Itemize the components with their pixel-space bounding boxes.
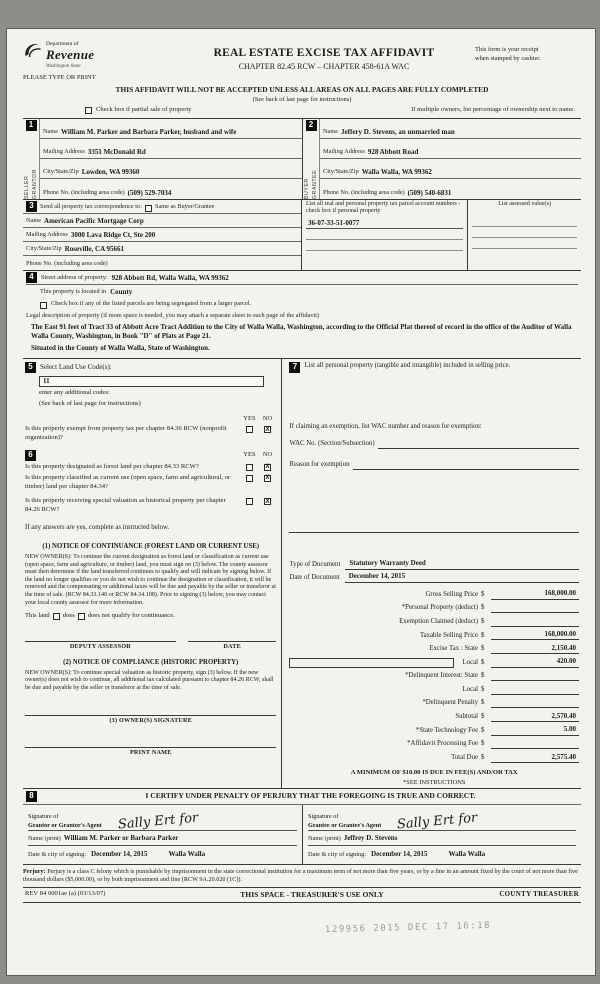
grantee-signature-block [302, 805, 581, 864]
no-column-label-6: NO [262, 451, 273, 459]
fee-row-excise-state [289, 640, 579, 654]
reason-value-line[interactable] [353, 462, 580, 470]
fee-row-total-due [289, 749, 579, 763]
fee-row-exemption-claimed [289, 613, 579, 627]
grantor-sig-label-2: Grantor or Grantor's Agent [28, 821, 102, 829]
reason-extra-line[interactable] [289, 481, 579, 533]
dollar-sign: $ [481, 685, 485, 693]
fee-amount [491, 618, 579, 627]
exemption-label: If claiming an exemption, list WAC number and reason for exemption: [289, 422, 482, 430]
fee-label: Excise Tax : State [429, 645, 478, 653]
date-line [188, 634, 277, 642]
seller-city-label: City/State/Zip [43, 168, 79, 176]
historical-no-checkbox[interactable]: X [265, 498, 270, 505]
correspondence-city-value: Roseville, CA 95661 [64, 244, 124, 253]
fee-amount [491, 672, 579, 681]
land-use-select-label: Select Land Use Code(s): [40, 362, 112, 371]
grantee-name-value: Jeffrey D. Stevens [343, 834, 398, 843]
print-name-label: PRINT NAME [129, 748, 172, 756]
grantor-signature-block [23, 805, 302, 864]
doc-type-value: Statutory Warranty Deed [345, 559, 579, 570]
owner-signature-cell [25, 708, 276, 725]
buyer-phone-value: (509) 540-6831 [407, 188, 452, 197]
exempt-yes-checkbox[interactable] [246, 426, 253, 433]
does-label: does [62, 612, 75, 620]
dollar-sign: $ [481, 753, 485, 761]
date-label: DATE [223, 642, 241, 650]
logo-revenue-text: Revenue [46, 47, 95, 63]
section-6-number: 6 [25, 450, 36, 461]
buyer-mailing-label: Mailing Address [323, 148, 365, 156]
excise-tax-column [282, 359, 581, 788]
cashier-receipt-stamp: 129956 2015 DEC 17 16:18 [324, 921, 492, 936]
parties-section [23, 118, 581, 200]
grantor-signature-row [28, 807, 297, 831]
receipt-line2: when stamped by cashier. [475, 54, 541, 62]
property-section [23, 271, 581, 359]
does-checkbox[interactable] [53, 613, 60, 620]
fee-amount: 2,575.40 [491, 753, 579, 763]
parcel-numbers-column [302, 200, 468, 270]
assessed-values-column [468, 200, 581, 270]
fee-row-personal-property [289, 600, 579, 614]
fee-label: Exemption Claimed (deduct) [399, 617, 478, 625]
section-2-number: 2 [306, 120, 317, 131]
correspondence-mailing-value: 3000 Lava Ridge Ct, Ste 200 [70, 230, 156, 239]
same-as-buyer-checkbox[interactable] [145, 205, 152, 212]
fee-label: Local [462, 658, 478, 666]
correspondence-name-value: American Pacific Mortgage Corp [44, 216, 144, 225]
does-not-label: does not qualify for continuance. [87, 612, 175, 620]
if-yes-note: If any answers are yes, complete as instructed below. [25, 524, 170, 532]
parcel-header: List all real and personal property tax parcel account numbers - check box if personal property [306, 200, 461, 215]
grantor-date-row [28, 846, 297, 861]
seller-section [23, 119, 302, 199]
forest-land-question-text: Is this property designated as forest land per chapter 84.33 RCW? [25, 462, 199, 470]
reason-row [289, 461, 579, 470]
wac-row [289, 440, 579, 449]
assessed-blank-line [472, 238, 577, 249]
notice-compliance-title: (2) NOTICE OF COMPLIANCE (HISTORIC PROPERTY) [63, 658, 239, 666]
fee-label: *Delinquent Penalty [422, 699, 478, 707]
buyer-city-label: City/State/Zip [323, 168, 359, 176]
receipt-line1: This form is your receipt [475, 46, 539, 53]
fee-amount: 168,000.00 [491, 589, 579, 599]
fee-row-gross [289, 586, 579, 600]
dollar-sign: $ [481, 590, 485, 598]
perjury-bold: Perjury: [23, 867, 46, 875]
legal-description-label: Legal description of property (if more space is needed, you may attach a separate sheet to each page of the affidavit) [26, 312, 320, 320]
parcel-blank-line [306, 229, 463, 240]
correspondence-mailing-label: Mailing Address [26, 231, 68, 239]
land-use-column [23, 359, 282, 788]
section-5-number: 5 [25, 362, 36, 373]
grantee-name-row [308, 831, 576, 846]
logo-dept-text: Department of [46, 41, 79, 47]
seller-name-value: William M. Parker and Barbara Parker, husband and wife [61, 127, 237, 136]
grantor-side-label: GRANTOR [31, 168, 38, 199]
segregated-row [26, 297, 578, 309]
correspondence-mailing-row [23, 228, 301, 242]
footer-row [23, 887, 581, 903]
logo-state-text: Washington State [46, 64, 81, 70]
receipt-note [475, 41, 581, 63]
grantee-signature-label [308, 813, 381, 829]
exempt-no-checkbox[interactable]: X [265, 426, 270, 433]
buyer-mailing-row [320, 139, 581, 159]
historical-question-text: Is this property receiving special valuation as historical property per chapter 84.26 RCW? [25, 497, 226, 514]
form-title: REAL ESTATE EXCISE TAX AFFIDAVIT [213, 47, 435, 59]
dollar-sign: $ [481, 726, 485, 734]
assessed-blank-line [472, 216, 577, 227]
dollar-sign: $ [481, 672, 485, 680]
fee-amount: 2,150.40 [491, 644, 579, 654]
fee-label: Taxable Selling Price [419, 631, 478, 639]
section-1-number: 1 [26, 120, 37, 131]
dollar-sign: $ [481, 604, 485, 612]
land-use-header [25, 362, 276, 373]
fee-label: *Delinquent Interest: State [405, 672, 478, 680]
partial-sale-label: Check box if partial sale of property [96, 106, 192, 114]
see-back-note-2: (See back of last page for instructions) [39, 400, 141, 408]
fee-label: Local [462, 685, 478, 693]
fee-amount [491, 699, 579, 708]
seller-name-label: Name [43, 128, 59, 136]
correspondence-name-row [23, 214, 301, 228]
fee-amount [491, 740, 579, 749]
grantor-signature: Sally Ert for [117, 810, 199, 833]
grantee-name-label: Name (print) [308, 835, 341, 843]
section-6-header [25, 450, 276, 461]
does-not-checkbox[interactable] [78, 613, 85, 620]
deputy-assessor-row [25, 634, 276, 651]
dollar-sign: $ [481, 699, 485, 707]
seller-mailing-value: 3351 McDonald Rd [87, 147, 146, 156]
fee-row-excise-local [289, 654, 579, 668]
dollar-sign: $ [481, 713, 485, 721]
section-8-number: 8 [26, 791, 37, 802]
wac-value-line[interactable] [378, 441, 579, 449]
legal-description-text: The East 91 feet of Tract 33 of Abbott Acre Tract Addition to the City of Walla Walla, Washington, according to the Official Plat thereof of record in the office of the Auditor of Walla Walla County, Washington, in Book "D" of Plats at Page 21. [31, 322, 572, 341]
additional-codes-label: enter any additional codes: [39, 388, 110, 396]
form-revision-code: REV 84 0001ae (a) (03/13/07) [25, 890, 106, 898]
exempt-question-text: Is this property exempt from property tax per chapter 84.36 RCW (nonprofit organization)? [25, 425, 227, 441]
parcel-number-value: 36-07-33-51-0077 [306, 219, 463, 229]
grantee-signature: Sally Ert for [396, 810, 479, 833]
located-in-value: County [110, 287, 133, 296]
seller-city-row [40, 159, 302, 179]
seller-side-label: SELLER [23, 175, 30, 199]
notice-compliance-text: NEW OWNER(S): To continue special valuation as historic property, sign (3) below. If the new owner(s) does not wish to continue, all additional tax calculated pursuant to chapter 84.26 RCW, shall be due and payable by the seller or transferor at the time of sale. [25, 669, 274, 691]
fee-label: Subtotal [455, 713, 478, 721]
forest-land-question [25, 463, 276, 472]
fee-row-technology-fee [289, 722, 579, 736]
fee-amount: 168,000.00 [491, 630, 579, 640]
current-use-question-text: Is this property classified as current use (open space, farm and agricultural, or timber) land per chapter 84.34? [25, 473, 231, 490]
fee-amount: 420.00 [491, 657, 579, 667]
buyer-city-row [320, 159, 581, 179]
same-as-buyer-label: Same as Buyer/Grantee [154, 203, 215, 211]
multiple-owners-note: If multiple owners, list percentage of ownership next to name. [411, 106, 575, 114]
located-in-label: This property is located in [40, 288, 107, 296]
print-name-line [25, 740, 276, 748]
please-type-or-print: PLEASE TYPE OR PRINT [23, 73, 96, 81]
middle-columns [23, 359, 581, 789]
send-correspondence-label: Send all property tax correspondence to: [40, 203, 142, 211]
certification-section [23, 789, 581, 865]
dollar-sign: $ [481, 658, 485, 666]
county-treasurer-label: COUNTY TREASURER [499, 890, 579, 899]
send-correspondence-row [23, 200, 301, 214]
seller-name-row [40, 119, 302, 139]
buyer-phone-row [320, 179, 581, 199]
certify-row [23, 789, 581, 805]
buyer-section [302, 119, 581, 199]
buyer-name-row [320, 119, 581, 139]
seller-phone-value: (509) 529-7034 [127, 188, 172, 197]
located-in-row [26, 285, 578, 297]
yes-column-label-6: YES [243, 451, 256, 459]
deputy-assessor-line [25, 634, 176, 642]
seller-phone-row [40, 179, 302, 199]
deputy-assessor-cell [25, 634, 176, 651]
notice-continuance-text: NEW OWNER(S): To continue the current designation as forest land or classification as current use (open space, farm and agriculture, or timber) land, you must sign on (3) below. The county assessor must then determine if the land transferred continues to qualify and will indicate by signing below. If the land no longer qualifies or you do not wish to continue the designation or classification, it will be removed and the compensating or additional taxes will be due and payable by the seller or transferor at the time of sale. (RCW 84.33.140 or RCW 84.34.108). Prior to signing (3) below, you may contact your local county assessor for more information. [25, 553, 276, 606]
fee-label: *Affidavit Processing Fee [407, 740, 478, 748]
dollar-sign: $ [481, 645, 485, 653]
grantor-signature-label [28, 813, 102, 829]
seller-city-value: Lowden, WA 99360 [81, 167, 140, 176]
dollar-sign: $ [481, 631, 485, 639]
fee-amount [491, 686, 579, 695]
minimum-fee-note: A MINIMUM OF $10.00 IS DUE IN FEE(S) AND/OR TAX [350, 768, 518, 776]
doc-type-label: Type of Document [289, 561, 341, 569]
wac-label: WAC No. (Section/Subsection) [289, 440, 375, 448]
fee-row-taxable [289, 627, 579, 641]
perjury-text: Perjury is a class C felony which is punishable by imprisonment in the state correctional institution for a maximum term of not more than five years, or by a fine in an amount fixed by the court of not more than five thousand dollars ($5,000.00), or by both imprisonment and fine (RCW 9A.20.020 (1C)). [23, 867, 578, 883]
seller-phone-label: Phone No. (including area code) [43, 189, 125, 197]
historical-question [25, 497, 276, 515]
fee-amount [491, 604, 579, 613]
correspondence-city-row [23, 242, 301, 256]
grantee-sig-label-2: Grantee or Grantee's Agent [308, 821, 382, 829]
qualify-prefix: This land [25, 612, 50, 620]
doc-date-row [289, 570, 579, 583]
owner-signature-line [25, 708, 276, 716]
perjury-statement [23, 868, 581, 884]
partial-sale-checkbox[interactable] [85, 107, 92, 114]
section-4-number: 4 [26, 272, 37, 283]
historical-yes-checkbox[interactable] [246, 498, 253, 505]
buyer-city-value: Walla Walla, WA 99362 [361, 167, 432, 176]
acceptance-warning: THIS AFFIDAVIT WILL NOT BE ACCEPTED UNLESS ALL AREAS ON ALL PAGES ARE FULLY COMPLETED [115, 85, 489, 95]
logo-text-block [46, 41, 94, 71]
personal-property-header [289, 362, 579, 373]
correspondence-city-label: City/State/Zip [26, 245, 62, 253]
dollar-sign: $ [481, 617, 485, 625]
doc-date-value: December 14, 2015 [345, 572, 579, 583]
deputy-assessor-label: DEPUTY ASSESSOR [69, 642, 131, 650]
assessed-header: List assessed value(s) [498, 200, 551, 207]
tax-correspondence-section [23, 200, 581, 271]
fee-table [289, 586, 579, 763]
street-address-row [26, 272, 578, 285]
grantee-city-value: Walla Walla [448, 850, 486, 859]
dor-logo [23, 41, 173, 82]
treasurer-space-label: THIS SPACE - TREASURER'S USE ONLY [240, 889, 384, 899]
legal-description-row [26, 309, 578, 321]
buyer-side-strip [303, 119, 320, 199]
grantee-side-label: GRANTEE [311, 169, 318, 199]
parcel-blank-line [306, 240, 463, 251]
street-address-value: 928 Abbott Rd, Walla Walla, WA 99362 [111, 273, 229, 282]
grantee-date-row [308, 846, 576, 861]
fee-label: *State Technology Fee [415, 726, 478, 734]
dollar-sign: $ [481, 740, 485, 748]
form-header [23, 41, 581, 82]
seller-side-strip [23, 119, 40, 199]
situated-line: Situated in the County of Walla Walla, State of Washington. [31, 344, 210, 353]
personal-property-label: List all personal property (tangible and intangible) included in selling price. [304, 361, 511, 369]
buyer-mailing-value: 928 Abbott Road [367, 147, 419, 156]
chapter-line: CHAPTER 82.45 RCW – CHAPTER 458-61A WAC [238, 61, 410, 71]
fee-label: Gross Selling Price [425, 590, 478, 598]
grantor-name-row [28, 831, 297, 846]
grantee-date-value: December 14, 2015 [371, 850, 428, 859]
segregated-label: Check box if any of the listed parcels are being segregated from a larger parcel. [51, 300, 252, 308]
segregated-checkbox[interactable] [40, 302, 47, 309]
notice-continuance-title: (1) NOTICE OF CONTINUANCE (FOREST LAND OR CURRENT USE) [42, 543, 260, 551]
section-3-number: 3 [26, 201, 37, 212]
see-instructions-note: *SEE INSTRUCTIONS [403, 779, 466, 787]
buyer-side-label: BUYER [303, 177, 310, 199]
fee-amount: 5.00 [491, 725, 579, 735]
partial-sale-row [23, 106, 581, 117]
exempt-question-row [25, 425, 276, 443]
current-use-yes-checkbox[interactable] [246, 475, 253, 482]
buyer-phone-label: Phone No. (including area code) [323, 189, 405, 197]
yes-column-label: YES [243, 414, 256, 422]
current-use-no-checkbox[interactable]: X [265, 475, 270, 482]
grantee-sig-label-1: Signature of [308, 813, 339, 821]
land-use-code-box[interactable]: 11 [39, 376, 264, 387]
seller-mailing-row [40, 139, 302, 159]
title-block [173, 41, 475, 72]
current-use-question [25, 474, 276, 492]
fee-row-subtotal [289, 708, 579, 722]
forest-no-checkbox[interactable]: X [265, 464, 270, 471]
correspondence-phone-label: Phone No. (including area code) [26, 260, 108, 268]
certify-statement: I CERTIFY UNDER PENALTY OF PERJURY THAT THE FOREGOING IS TRUE AND CORRECT. [145, 791, 476, 801]
date-cell [188, 634, 277, 651]
fee-row-delinquent-penalty [289, 695, 579, 709]
reason-label: Reason for exemption [289, 461, 350, 469]
fee-amount: 2,570.40 [491, 712, 579, 722]
grantor-sig-label-1: Signature of [28, 813, 59, 821]
grantee-signature-row [308, 807, 576, 831]
buyer-name-value: Jeffery D. Stevens, an unmarried man [341, 127, 455, 136]
fee-label: *Personal Property (deduct) [401, 604, 478, 612]
grantor-name-value: William M. Parker or Barbara Parker [63, 834, 179, 843]
section-7-number: 7 [289, 362, 300, 373]
owner-signature-label: (3) OWNER(S) SIGNATURE [109, 717, 193, 725]
fee-label: Total Due [451, 753, 478, 761]
revenue-swoosh-icon [23, 41, 43, 59]
treasurer-box [289, 658, 453, 668]
grantor-name-label: Name (print) [28, 835, 61, 843]
print-name-cell [25, 740, 276, 757]
affidavit-form [6, 28, 596, 976]
fee-row-delinquent-interest-state [289, 668, 579, 682]
see-back-note: (See back of last page for instructions) [252, 95, 352, 103]
seller-mailing-label: Mailing Address [43, 148, 85, 156]
doc-date-label: Date of Document [289, 574, 340, 582]
no-column-label: NO [262, 414, 273, 422]
qualify-row [25, 612, 276, 621]
grantor-date-value: December 14, 2015 [91, 850, 148, 859]
grantee-date-label: Date & city of signing: [308, 851, 367, 859]
doc-type-row [289, 557, 579, 570]
forest-yes-checkbox[interactable] [246, 464, 253, 471]
buyer-name-label: Name [323, 128, 339, 136]
grantor-city-value: Walla Walla [168, 850, 206, 859]
correspondence-phone-row [23, 256, 301, 270]
grantor-date-label: Date & city of signing: [28, 851, 87, 859]
correspondence-name-label: Name [26, 217, 42, 225]
fee-row-delinquent-interest-local [289, 681, 579, 695]
yes-no-header-5 [25, 415, 276, 423]
fee-row-processing-fee [289, 736, 579, 750]
assessed-blank-line [472, 227, 577, 238]
street-address-label: Street address of property: [41, 274, 108, 282]
